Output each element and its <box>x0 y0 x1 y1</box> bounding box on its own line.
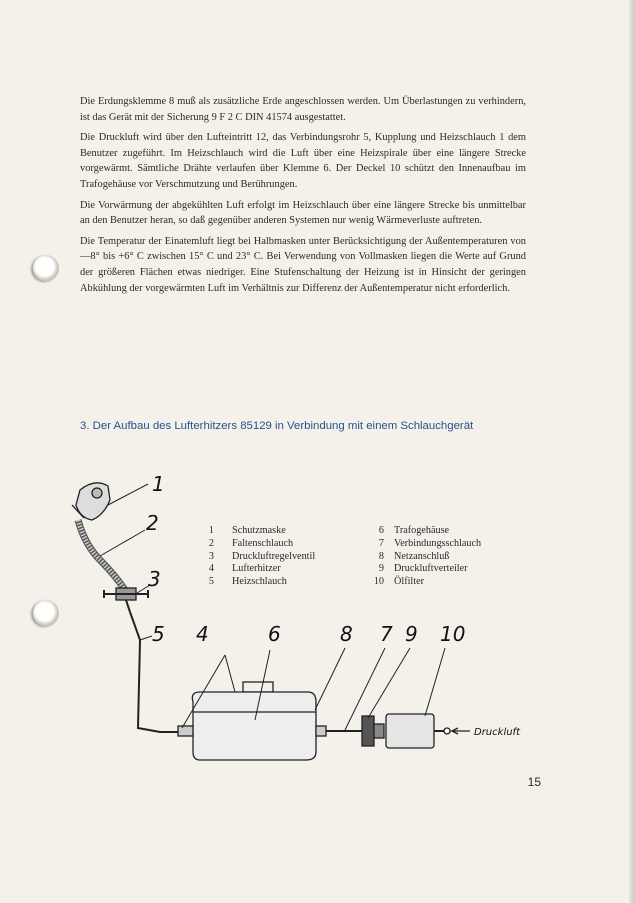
callout-6: 6 <box>268 622 281 646</box>
legend-item: 6 Trafogehäuse <box>378 525 450 536</box>
callout-10: 10 <box>440 622 466 646</box>
page-number: 15 <box>527 775 541 789</box>
paragraph-1: Die Erdungsklemme 8 muß als zusätzliche Erde angeschlossen werden. Um Überlastungen zu verhindern, ist das Gerät mit der Sicherung 9 F 2 C DIN 41574 ausgestattet. <box>80 96 526 123</box>
legend-item: 8 Netzanschluß <box>378 550 450 562</box>
legend-item: 5 Heizschlauch <box>208 576 287 588</box>
callout-5: 5 <box>152 622 165 646</box>
callout-2: 2 <box>146 511 159 535</box>
callout-1: 1 <box>152 472 165 496</box>
legend-item: 10 Ölfilter <box>373 576 424 588</box>
paragraph-3: Die Vorwärmung der abgekühlten Luft erfolgt im Heizschlauch über eine längere Strecke bis unmittelbar an den Benutzer heran, so daß gegenüber anderen Systemen nur wenig Wärmeverluste auftreten. <box>80 199 526 227</box>
druckluft-label: Druckluft <box>474 727 520 738</box>
callout-4: 4 <box>196 622 209 646</box>
regulator-valve <box>104 588 148 612</box>
section-heading: 3. Der Aufbau des Lufterhitzers 85129 in Verbindung mit einem Schlauchgerät <box>80 420 474 432</box>
transformer-housing <box>178 682 326 760</box>
callout-9: 9 <box>405 622 418 646</box>
air-distributor <box>358 716 384 746</box>
legend-item: 7 Verbindungsschlauch <box>378 537 482 549</box>
mask-icon <box>72 483 110 520</box>
legend-item: 9 Druckluftverteiler <box>378 563 468 575</box>
legend-item: 2 Faltenschlauch <box>208 537 294 549</box>
legend-item: 1 Schutzmaske <box>208 525 286 536</box>
oil-filter <box>386 714 470 748</box>
legend-item: 3 Druckluftregelventil <box>208 550 316 562</box>
callout-7: 7 <box>380 622 393 646</box>
legend-item: 4 Lufterhitzer <box>208 563 281 575</box>
callout-8: 8 <box>340 622 353 646</box>
paragraph-2: Die Druckluft wird über den Lufteintritt 12, das Verbindungsrohr 5, Kupplung und Heizschlauch 1 dem Benutzer zugeführt. Im Heizschlauch wird die Luft über eine Heizspirale über eine längere Strecke vorgewärmt. Sämtliche Drähte verlaufen über Klemme 6. Der Deckel 10 schützt den Innenaufbau im Trafogehäuse vor Verschmutzung und Berührungen. <box>80 132 526 190</box>
callout-3: 3 <box>148 567 161 591</box>
paragraph-4: Die Temperatur der Einatemluft liegt bei Halbmasken unter Berücksichtigung der Außentemperaturen von —8° bis +6° C zwischen 15° C und 23° C. Bei Verwendung von Vollmasken liegen die Werte auf Grund der größeren Flächen etwas niedriger. Eine Stufenschaltung der Heizung ist in Hinsicht der geringen Abkühlung der vorgewärmten Luft im Verhältnis zur Differenz der Außentemperatur nicht erforderlich. <box>80 235 526 294</box>
